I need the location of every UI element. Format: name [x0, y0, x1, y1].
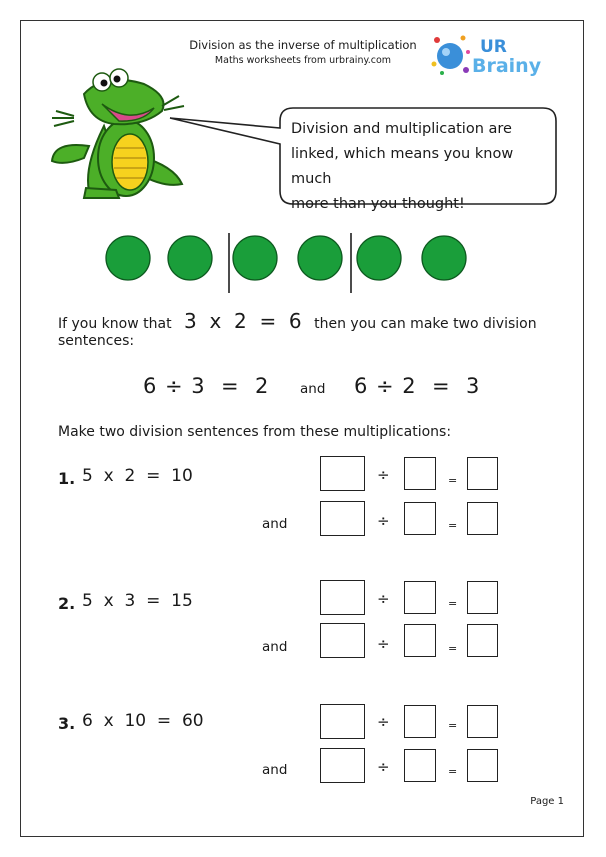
answer-box-dividend[interactable]: [320, 704, 365, 739]
worksheet-title: Division as the inverse of multiplication: [189, 38, 417, 52]
grouped-circles: [104, 233, 484, 293]
equals-sign: =: [448, 765, 458, 778]
and-label: and: [262, 639, 288, 655]
instruction-text: Make two division sentences from these multiplications:: [58, 424, 452, 440]
example-sentence: [58, 309, 537, 333]
example-suffix: then you can make two division: [314, 316, 537, 332]
answer-box-quotient[interactable]: [467, 624, 498, 657]
answer-box-divisor[interactable]: [404, 705, 436, 738]
green-circle: [233, 236, 277, 280]
answer-box-quotient[interactable]: [467, 457, 498, 490]
answer-box-quotient[interactable]: [467, 581, 498, 614]
example-connector: and: [300, 381, 326, 397]
answer-box-dividend[interactable]: [320, 456, 365, 491]
question-expression: 5 x 2 = 10: [82, 466, 193, 486]
divide-sign: ÷: [377, 635, 390, 653]
question-number: 2.: [58, 594, 76, 613]
divide-sign: ÷: [377, 466, 390, 484]
example-division-1: 6 ÷ 3 = 2: [143, 374, 270, 398]
logo-text-ur: UR: [480, 37, 507, 57]
divide-sign: ÷: [377, 590, 390, 608]
example-division-2: 6 ÷ 2 = 3: [354, 374, 481, 398]
speech-line: Division and multiplication are: [291, 121, 512, 137]
worksheet-subtitle: Maths worksheets from urbrainy.com: [214, 55, 392, 66]
answer-box-dividend[interactable]: [320, 623, 365, 658]
answer-box-quotient[interactable]: [467, 749, 498, 782]
answer-box-divisor[interactable]: [404, 502, 436, 535]
example-prefix: If you know that: [58, 316, 172, 332]
answer-box-quotient[interactable]: [467, 705, 498, 738]
equals-sign: =: [448, 519, 458, 532]
answer-box-divisor[interactable]: [404, 749, 436, 782]
green-circle: [357, 236, 401, 280]
green-circle: [422, 236, 466, 280]
answer-box-divisor[interactable]: [404, 624, 436, 657]
equals-sign: =: [448, 642, 458, 655]
urbrainy-logo: [428, 28, 548, 80]
divide-sign: ÷: [377, 713, 390, 731]
green-circle: [106, 236, 150, 280]
question-number: 1.: [58, 469, 76, 488]
page-number: Page 1: [530, 796, 564, 807]
divide-sign: ÷: [377, 512, 390, 530]
question-expression: 6 x 10 = 60: [82, 711, 204, 731]
answer-box-quotient[interactable]: [467, 502, 498, 535]
speech-line: linked, which means you know much: [291, 146, 514, 187]
and-label: and: [262, 762, 288, 778]
green-circle: [168, 236, 212, 280]
speech-bubble-text: [291, 117, 546, 217]
green-circle: [298, 236, 342, 280]
logo-text-brainy: Brainy: [472, 55, 542, 77]
example-multiplication: 3 x 2 = 6: [184, 309, 302, 333]
equals-sign: =: [448, 597, 458, 610]
example-sentence-line2: sentences:: [58, 333, 135, 349]
equals-sign: =: [448, 474, 458, 487]
and-label: and: [262, 516, 288, 532]
question-expression: 5 x 3 = 15: [82, 591, 193, 611]
divide-sign: ÷: [377, 758, 390, 776]
answer-box-dividend[interactable]: [320, 580, 365, 615]
answer-box-divisor[interactable]: [404, 581, 436, 614]
speech-line: more than you thought!: [291, 196, 465, 212]
equals-sign: =: [448, 719, 458, 732]
answer-box-divisor[interactable]: [404, 457, 436, 490]
answer-box-dividend[interactable]: [320, 501, 365, 536]
answer-box-dividend[interactable]: [320, 748, 365, 783]
question-number: 3.: [58, 714, 76, 733]
